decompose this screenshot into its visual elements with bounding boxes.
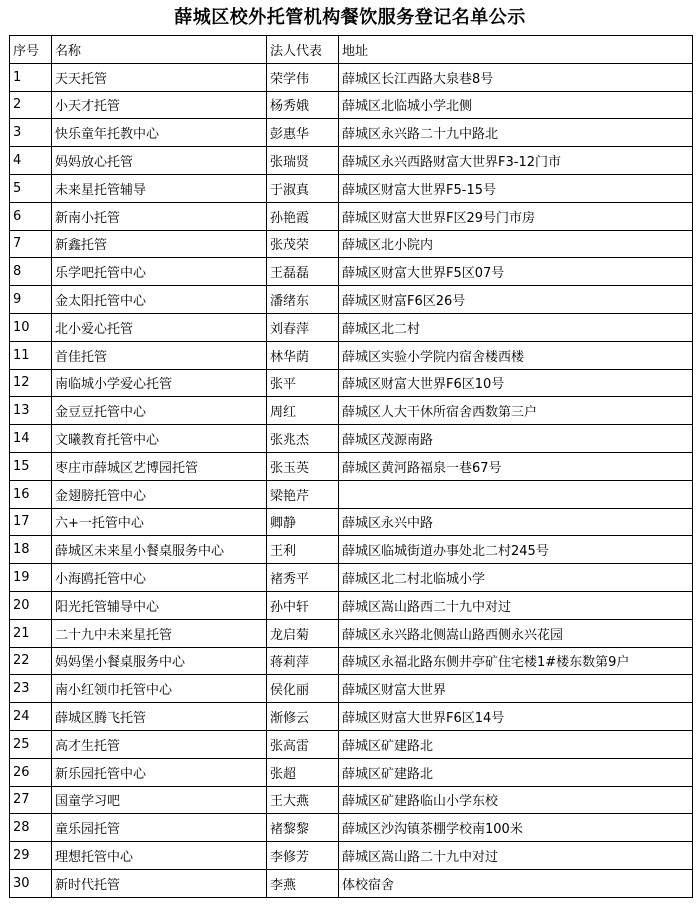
cell-address: 薛城区财富F6区26号: [339, 286, 693, 314]
cell-legal-rep: 于淑真: [267, 174, 339, 202]
cell-serial: 24: [10, 703, 52, 731]
cell-address: 薛城区财富大世界F5区07号: [339, 258, 693, 286]
cell-name: 小海鸥托管中心: [52, 564, 267, 592]
cell-address: 薛城区财富大世界F6区14号: [339, 703, 693, 731]
cell-serial: 20: [10, 591, 52, 619]
table-row: [10, 786, 693, 814]
table-row: [10, 536, 693, 564]
cell-name: 二十九中未来星托管: [52, 619, 267, 647]
cell-name: 六+一托管中心: [52, 508, 267, 536]
table-row: [10, 869, 693, 897]
cell-serial: 11: [10, 341, 52, 369]
cell-name: 文曦教育托管中心: [52, 425, 267, 453]
cell-name: 妈妈放心托管: [52, 147, 267, 175]
table-row: [10, 341, 693, 369]
cell-legal-rep: 张玉英: [267, 452, 339, 480]
table-row: [10, 647, 693, 675]
table-header-row: [10, 36, 693, 64]
cell-name: 新鑫托管: [52, 230, 267, 258]
table-row: [10, 480, 693, 508]
cell-name: 新乐园托管中心: [52, 758, 267, 786]
cell-legal-rep: 张瑞贤: [267, 147, 339, 175]
cell-serial: 8: [10, 258, 52, 286]
cell-name: 枣庄市薛城区艺博园托管: [52, 452, 267, 480]
cell-serial: 13: [10, 397, 52, 425]
cell-serial: 5: [10, 174, 52, 202]
table-row: [10, 425, 693, 453]
cell-serial: 28: [10, 814, 52, 842]
cell-serial: 14: [10, 425, 52, 453]
table-row: [10, 675, 693, 703]
cell-legal-rep: 周红: [267, 397, 339, 425]
cell-legal-rep: 张平: [267, 369, 339, 397]
table-row: [10, 730, 693, 758]
table-body: [10, 63, 693, 897]
cell-address: 薛城区北小院内: [339, 230, 693, 258]
cell-serial: 21: [10, 619, 52, 647]
cell-address: [339, 480, 693, 508]
table-row: [10, 814, 693, 842]
cell-name: 新南小托管: [52, 202, 267, 230]
cell-serial: 15: [10, 452, 52, 480]
cell-name: 小天才托管: [52, 91, 267, 119]
table-row: [10, 258, 693, 286]
table-row: [10, 286, 693, 314]
table-row: [10, 63, 693, 91]
cell-legal-rep: 李修芳: [267, 842, 339, 870]
cell-legal-rep: 张高雷: [267, 730, 339, 758]
cell-legal-rep: 褚黎黎: [267, 814, 339, 842]
cell-address: 薛城区嵩山路西二十九中对过: [339, 591, 693, 619]
cell-address: 薛城区长江西路大泉巷8号: [339, 63, 693, 91]
cell-serial: 29: [10, 842, 52, 870]
cell-serial: 30: [10, 869, 52, 897]
cell-name: 高才生托管: [52, 730, 267, 758]
cell-address: 薛城区永福北路东侧井亭矿住宅楼1#楼东数第9户: [339, 647, 693, 675]
cell-name: 北小爱心托管: [52, 313, 267, 341]
cell-address: 薛城区矿建路临山小学东校: [339, 786, 693, 814]
cell-legal-rep: 蒋莉萍: [267, 647, 339, 675]
cell-serial: 12: [10, 369, 52, 397]
table-row: [10, 230, 693, 258]
cell-address: 薛城区嵩山路二十九中对过: [339, 842, 693, 870]
cell-address: 薛城区茂源南路: [339, 425, 693, 453]
cell-serial: 6: [10, 202, 52, 230]
table-row: [10, 119, 693, 147]
table-row: [10, 174, 693, 202]
cell-legal-rep: 彭惠华: [267, 119, 339, 147]
cell-address: 薛城区永兴中路: [339, 508, 693, 536]
cell-name: 未来星托管辅导: [52, 174, 267, 202]
cell-serial: 19: [10, 564, 52, 592]
table-row: [10, 452, 693, 480]
cell-name: 理想托管中心: [52, 842, 267, 870]
table-row: [10, 619, 693, 647]
cell-serial: 16: [10, 480, 52, 508]
table-row: [10, 369, 693, 397]
cell-name: 快乐童年托教中心: [52, 119, 267, 147]
cell-serial: 4: [10, 147, 52, 175]
cell-name: 金豆豆托管中心: [52, 397, 267, 425]
header-address: 地址: [339, 36, 693, 64]
cell-legal-rep: 刘春萍: [267, 313, 339, 341]
table-row: [10, 91, 693, 119]
cell-name: 薛城区未来星小餐桌服务中心: [52, 536, 267, 564]
cell-address: 薛城区北二村北临城小学: [339, 564, 693, 592]
table-row: [10, 147, 693, 175]
cell-serial: 1: [10, 63, 52, 91]
cell-name: 乐学吧托管中心: [52, 258, 267, 286]
table-row: [10, 202, 693, 230]
cell-name: 天天托管: [52, 63, 267, 91]
cell-address: 薛城区矿建路北: [339, 758, 693, 786]
cell-name: 国童学习吧: [52, 786, 267, 814]
cell-name: 金太阳托管中心: [52, 286, 267, 314]
cell-address: 薛城区北二村: [339, 313, 693, 341]
cell-legal-rep: 张兆杰: [267, 425, 339, 453]
cell-serial: 2: [10, 91, 52, 119]
cell-address: 薛城区永兴路北侧嵩山路西侧永兴花园: [339, 619, 693, 647]
cell-name: 新时代托管: [52, 869, 267, 897]
cell-serial: 23: [10, 675, 52, 703]
header-name: 名称: [52, 36, 267, 64]
cell-legal-rep: 潘绪东: [267, 286, 339, 314]
cell-name: 薛城区腾飞托管: [52, 703, 267, 731]
cell-address: 薛城区实验小学院内宿舍楼西楼: [339, 341, 693, 369]
cell-name: 首佳托管: [52, 341, 267, 369]
cell-legal-rep: 杨秀娥: [267, 91, 339, 119]
cell-address: 体校宿舍: [339, 869, 693, 897]
cell-serial: 18: [10, 536, 52, 564]
cell-legal-rep: 张茂荣: [267, 230, 339, 258]
cell-serial: 25: [10, 730, 52, 758]
page-title: 薛城区校外托管机构餐饮服务登记名单公示: [174, 7, 526, 28]
cell-address: 薛城区财富大世界: [339, 675, 693, 703]
cell-serial: 17: [10, 508, 52, 536]
cell-legal-rep: 卿静: [267, 508, 339, 536]
table-row: [10, 313, 693, 341]
table-row: [10, 508, 693, 536]
cell-address: 薛城区沙沟镇茶棚学校南100米: [339, 814, 693, 842]
cell-address: 薛城区矿建路北: [339, 730, 693, 758]
cell-address: 薛城区财富大世界F区29号门市房: [339, 202, 693, 230]
cell-name: 童乐园托管: [52, 814, 267, 842]
cell-address: 薛城区财富大世界F5-15号: [339, 174, 693, 202]
cell-legal-rep: 龙启菊: [267, 619, 339, 647]
table-row: [10, 842, 693, 870]
cell-legal-rep: 孙艳霞: [267, 202, 339, 230]
table-row: [10, 564, 693, 592]
cell-name: 南小红领巾托管中心: [52, 675, 267, 703]
cell-serial: 9: [10, 286, 52, 314]
table-row: [10, 703, 693, 731]
cell-name: 妈妈堡小餐桌服务中心: [52, 647, 267, 675]
cell-legal-rep: 林华荫: [267, 341, 339, 369]
cell-serial: 27: [10, 786, 52, 814]
cell-serial: 22: [10, 647, 52, 675]
cell-legal-rep: 王磊磊: [267, 258, 339, 286]
cell-name: 阳光托管辅导中心: [52, 591, 267, 619]
cell-address: 薛城区黄河路福泉一巷67号: [339, 452, 693, 480]
cell-legal-rep: 王利: [267, 536, 339, 564]
cell-serial: 7: [10, 230, 52, 258]
cell-serial: 3: [10, 119, 52, 147]
cell-legal-rep: 渐修云: [267, 703, 339, 731]
cell-legal-rep: 侯化丽: [267, 675, 339, 703]
table-row: [10, 397, 693, 425]
cell-address: 薛城区北临城小学北侧: [339, 91, 693, 119]
header-legal-rep: 法人代表: [267, 36, 339, 64]
cell-name: 南临城小学爱心托管: [52, 369, 267, 397]
cell-address: 薛城区永兴路二十九中路北: [339, 119, 693, 147]
cell-serial: 26: [10, 758, 52, 786]
cell-address: 薛城区永兴西路财富大世界F3-12门市: [339, 147, 693, 175]
table-row: [10, 591, 693, 619]
cell-address: 薛城区临城街道办事处北二村245号: [339, 536, 693, 564]
cell-legal-rep: 张超: [267, 758, 339, 786]
cell-address: 薛城区人大干休所宿舍西数第三户: [339, 397, 693, 425]
cell-legal-rep: 荣学伟: [267, 63, 339, 91]
registration-table: [9, 35, 693, 898]
cell-legal-rep: 褚秀平: [267, 564, 339, 592]
header-serial: 序号: [10, 36, 52, 64]
table-row: [10, 758, 693, 786]
cell-legal-rep: 李燕: [267, 869, 339, 897]
cell-address: 薛城区财富大世界F6区10号: [339, 369, 693, 397]
cell-legal-rep: 孙中轩: [267, 591, 339, 619]
cell-serial: 10: [10, 313, 52, 341]
cell-legal-rep: 梁艳芹: [267, 480, 339, 508]
cell-name: 金翅膀托管中心: [52, 480, 267, 508]
cell-legal-rep: 王大燕: [267, 786, 339, 814]
